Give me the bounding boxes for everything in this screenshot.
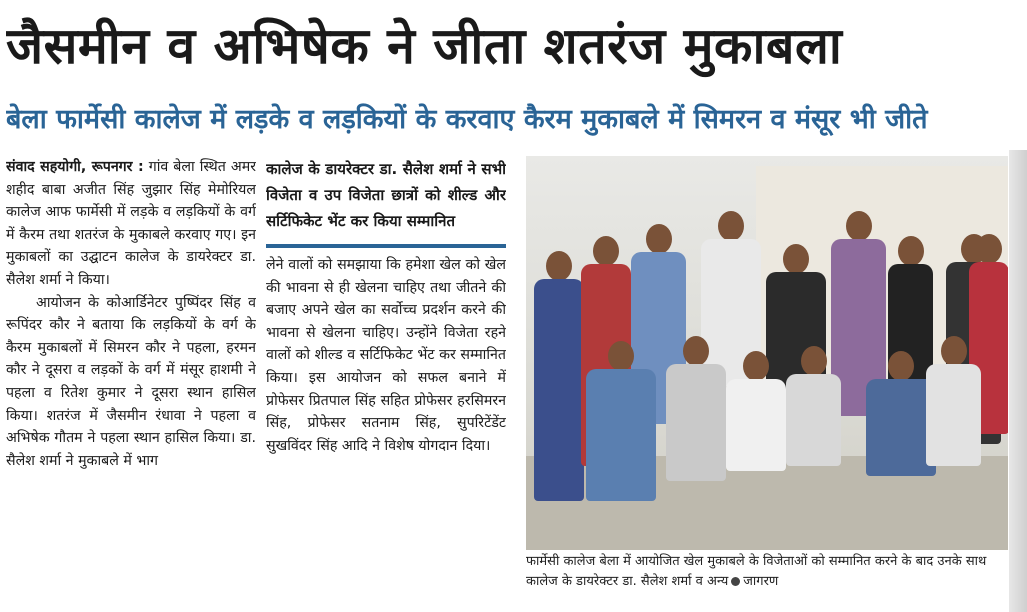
paragraph-3: लेने वालों को समझाया कि हमेशा खेल को खेल की भावना से ही खेलना चाहिए तथा जीतने की बजाए अपने खेल का सर्वोच्च प्रदर्शन करने की भावना से खेलना चाहिए। उन्होंने विजेता रहने वालों को शील्ड व सर्टिफिकेट भेंट कर सम्मानित किया। इस आयोजन को सफल बनाने में प्रोफेसर प्रितपाल सिंह सहित प्रोफेसर हरसिमरन सिंह, प्रोफेसर सतनाम सिंह, सुपरिटेंडेंट सुखविंदर सिंह आदि ने विशेष योगदान दिया। bbox=[266, 257, 506, 454]
photo-person-head bbox=[743, 351, 769, 381]
photo-person-body bbox=[534, 279, 584, 501]
paragraph-1-text: गांव बेला स्थित अमर शहीद बाबा अजीत सिंह जुझार सिंह मेमोरियल कालेज आफ फार्मेसी में लड़के व लड़कियों के वर्ग में कैरम तथा शतरंज के मुकाबले करवाए गए। इन मुकाबलों का उद्घाटन कालेज के डायरेक्टर डा. सैलेश शर्मा ने किया। bbox=[6, 159, 256, 288]
photo-person-head bbox=[546, 251, 572, 281]
photo-person-body bbox=[786, 374, 841, 466]
photo-person bbox=[666, 336, 726, 481]
paragraph-2: आयोजन के कोआर्डिनेटर पुष्पिंदर सिंह व रूपिंदर कौर ने बताया कि लड़कियों के वर्ग के कैरम मुकाबलों में सिमरन कौर ने पहला, हरमन कौर ने दूसरा व लड़कों के वर्ग में मंसूर हाशमी ने पहला व रितेश कुमार ने दूसरा स्थान हासिल किया। शतरंज में जैसमीन रंधावा ने पहला व अभिषेक गौतम ने पहला स्थान हासिल किया। डा. सैलेश शर्मा ने मुकाबले में भाग bbox=[6, 294, 256, 469]
credit-dot-icon bbox=[731, 577, 740, 586]
photo-caption bbox=[526, 552, 1008, 592]
group-photo bbox=[526, 156, 1008, 550]
photo-person bbox=[786, 346, 841, 466]
photo-person-head bbox=[718, 211, 744, 241]
photo-person-head bbox=[683, 336, 709, 366]
photo-person bbox=[926, 336, 981, 466]
photo-person-head bbox=[646, 224, 672, 254]
dateline: संवाद सहयोगी, रूपनगर : bbox=[6, 159, 144, 175]
photo-person-head bbox=[801, 346, 827, 376]
photo-person-body bbox=[666, 364, 726, 481]
photo-person-head bbox=[898, 236, 924, 266]
photo-person-head bbox=[608, 341, 634, 371]
photo-person-head bbox=[976, 234, 1002, 264]
caption-text: फार्मेसी कालेज बेला में आयोजित खेल मुकाबले के विजेताओं को सम्मानित करने के बाद उनके साथ कालेज के डायरेक्टर डा. सैलेश शर्मा व अन्य bbox=[526, 554, 987, 589]
photo-person bbox=[726, 351, 786, 471]
article-column-1 bbox=[6, 156, 256, 608]
photo-person-body bbox=[926, 364, 981, 466]
photo-person-head bbox=[941, 336, 967, 366]
paragraph-1 bbox=[6, 156, 256, 292]
article-column-2 bbox=[266, 156, 506, 608]
photo-person-head bbox=[888, 351, 914, 381]
headline: जैसमीन व अभिषेक ने जीता शतरंज मुकाबला bbox=[6, 17, 843, 75]
photo-person-head bbox=[783, 244, 809, 274]
page-edge bbox=[1009, 150, 1027, 612]
photo-person-body bbox=[726, 379, 786, 471]
highlight-box: कालेज के डायरेक्टर डा. सैलेश शर्मा ने सभी विजेता व उप विजेता छात्रों को शील्ड और सर्टिफिकेट भेंट कर किया सम्मानित bbox=[266, 156, 506, 248]
photo-credit: जागरण bbox=[743, 574, 779, 589]
photo-person bbox=[586, 341, 656, 501]
photo-person-head bbox=[846, 211, 872, 241]
photo-person-head bbox=[593, 236, 619, 266]
photo-person bbox=[534, 251, 584, 501]
subheadline: बेला फार्मेसी कालेज में लड़के व लड़कियों के करवाए कैरम मुकाबले में सिमरन व मंसूर भी जीते bbox=[6, 104, 928, 135]
photo-person-body bbox=[586, 369, 656, 501]
